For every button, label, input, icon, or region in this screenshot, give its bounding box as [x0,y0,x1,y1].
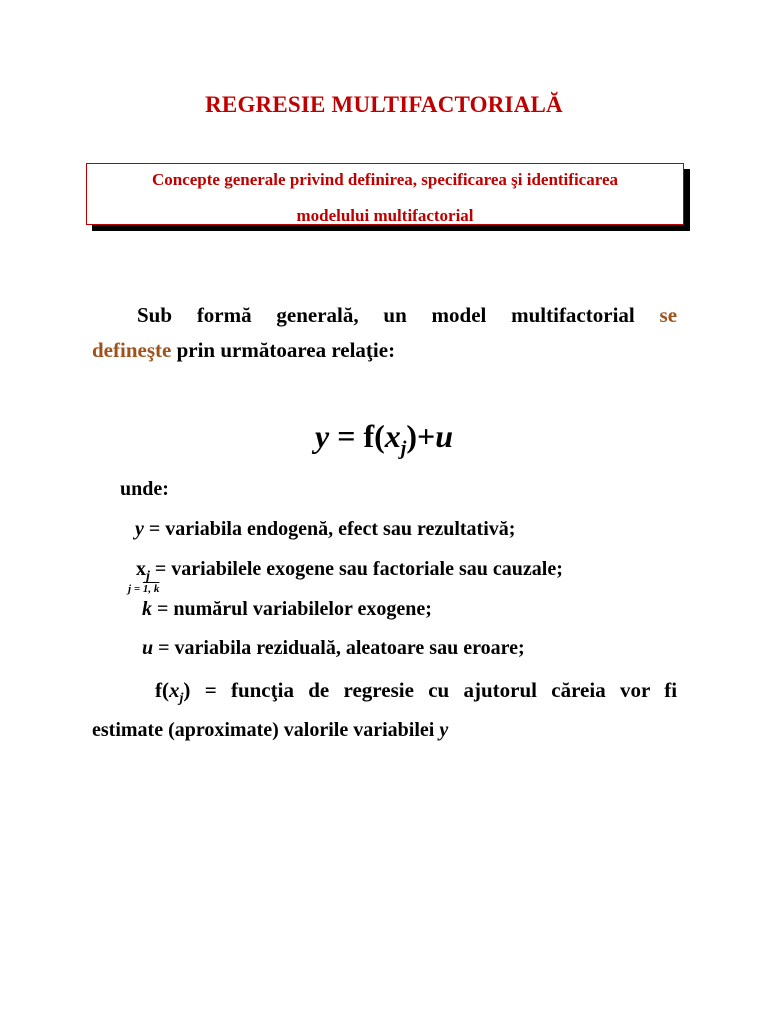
intro-line-2: defineşte prin următoarea relaţie: [92,338,396,362]
definition-u: u = variabila reziduală, aleatoare sau eroare; [142,637,525,659]
regression-line-1: $f(x_j)$ = funcţia de regresie cu ajutorul căreia vor fi [155,678,678,707]
intro-line-1: Sub formă generală, un model multifactorial se [137,303,678,327]
intro-paragraph [92,303,677,363]
definition-k: k = numărul variabilelor exogene; [142,598,432,620]
accent-text: se [659,303,678,327]
x-index-range: j = 1, k [128,583,160,595]
accent-text: defineşte [92,338,172,362]
section-heading-line-1: Concepte generale privind definirea, specificarea şi identificarea [151,170,618,189]
regression-line-2: estimate (aproximate) valorile variabilei y [92,719,449,742]
regression-paragraph [92,678,677,742]
page-title: REGRESIE MULTIFACTORIALĂ [205,92,563,117]
definition-x: $x_j$ = variabilele exogene sau factoriale sau cauzale; [136,558,563,584]
section-heading-box [86,163,684,225]
definition-y: y = variabila endogenă, efect sau rezultativă; [135,518,516,540]
regression-formula: $y = f(x_j)+u$ [315,418,453,460]
section-heading-line-2: modelului multifactorial [296,206,474,225]
where-label: unde: [120,478,169,500]
